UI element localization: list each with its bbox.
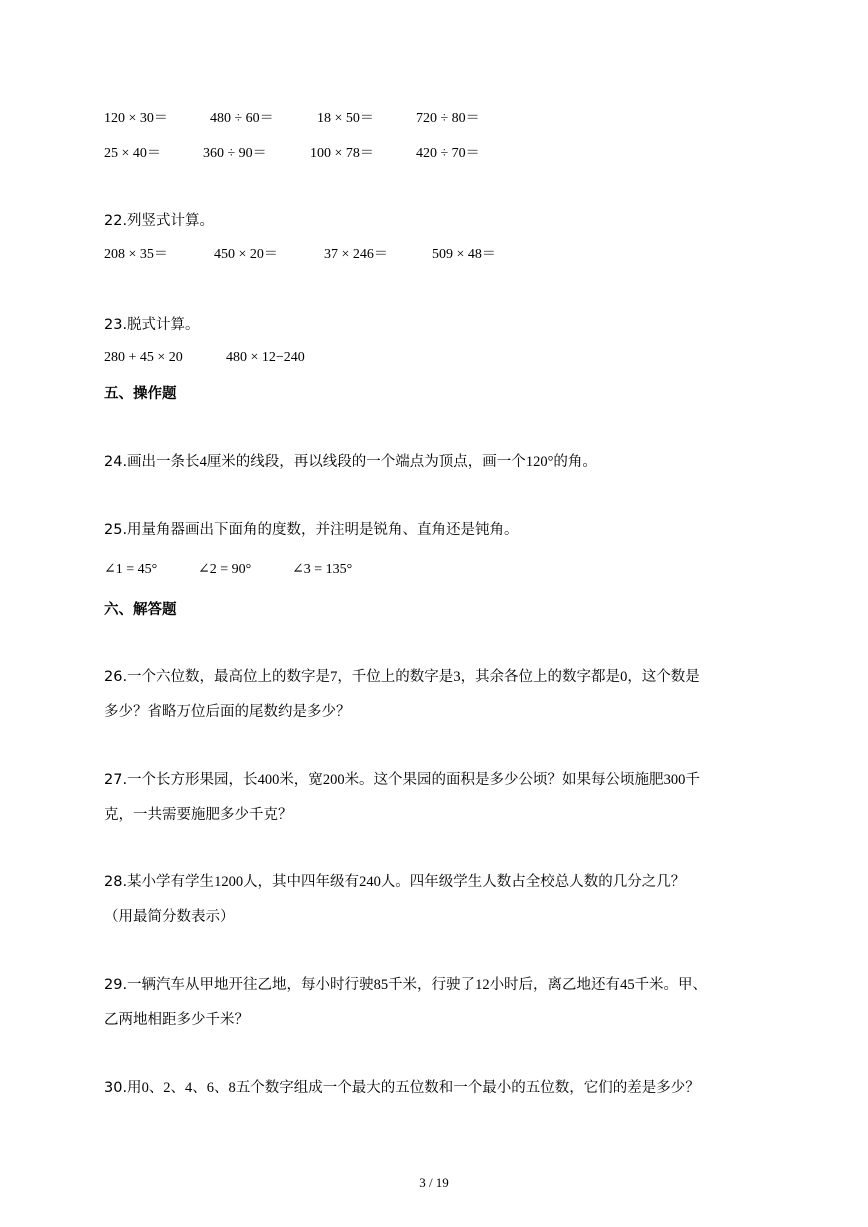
expression: 480 × 12−240	[226, 350, 305, 365]
question-22-title: 22.列竖式计算。	[104, 213, 215, 229]
expression: 25 × 40＝	[104, 146, 161, 161]
angle-label: ∠1 = 45°	[104, 562, 158, 577]
question-text: 米，宽	[279, 772, 323, 788]
expression: 450 × 20＝	[214, 247, 278, 262]
question-text: 的角。	[553, 454, 597, 470]
question-line	[104, 975, 707, 995]
expression: 720 ÷ 80＝	[416, 111, 480, 126]
question-text: 千米。甲、	[634, 977, 708, 993]
question-text: ，其余各位上的数字都是	[460, 669, 621, 685]
question-text: 28.某小学有学生	[104, 874, 215, 890]
question-text: 30.用	[104, 1080, 142, 1096]
number: 0、2、4、6、8	[141, 1080, 236, 1096]
question-text: 五个数字组成一个最大的五位数和一个最小的五位数，它们的差是多少？	[235, 1080, 700, 1096]
expression: 280 + 45 × 20	[104, 350, 183, 365]
expression: 208 × 35＝	[104, 247, 168, 262]
angle-value: 120°	[525, 454, 554, 470]
section-heading: 六、解答题	[104, 602, 177, 618]
number: 300	[663, 772, 686, 788]
question-line: （用最简分数表示）	[104, 909, 235, 925]
expression: 100 × 78＝	[310, 146, 374, 161]
number: 200	[322, 772, 345, 788]
number: 7	[330, 669, 338, 685]
question-25-title: 25.用量角器画出下面角的度数，并注明是锐角、直角还是钝角。	[104, 522, 519, 538]
question-text: 千米，行驶了	[388, 977, 476, 993]
question-text: 小时后，离乙地还有	[489, 977, 621, 993]
question-text: 米。这个果园的面积是多少公顷？如果每公顷施肥	[344, 772, 664, 788]
expression: 37 × 246＝	[324, 247, 388, 262]
question-text: 27.一个长方形果园，长	[104, 772, 258, 788]
expression: 120 × 30＝	[104, 111, 168, 126]
question-text: 29.一辆汽车从甲地开往乙地，每小时行驶	[104, 977, 374, 993]
question-23-title: 23.脱式计算。	[104, 317, 200, 333]
number: 4	[199, 454, 207, 470]
expression: 509 × 48＝	[432, 247, 496, 262]
question-text: ，这个数是	[627, 669, 700, 685]
number: 400	[257, 772, 280, 788]
number: 85	[373, 977, 389, 993]
expression: 420 ÷ 70＝	[416, 146, 480, 161]
question-text: 千	[685, 772, 700, 788]
question-text: 厘米的线段，再以线段的一个端点为顶点，画一个	[206, 454, 526, 470]
number: 0	[620, 669, 628, 685]
question-line: 乙两地相距多少千米？	[104, 1012, 249, 1028]
question-line: 克，一共需要施肥多少千克？	[104, 807, 293, 823]
question-30	[104, 1078, 700, 1098]
number: 3	[453, 669, 461, 685]
question-text: 26.一个六位数，最高位上的数字是	[104, 669, 331, 685]
angle-label: ∠3 = 135°	[292, 562, 353, 577]
expression: 360 ÷ 90＝	[203, 146, 267, 161]
question-line: 多少？省略万位后面的尾数约是多少？	[104, 704, 351, 720]
question-text: 人。四年级学生人数占全校总人数的几分之几？	[380, 874, 686, 890]
number: 1200	[214, 874, 244, 890]
question-line	[104, 770, 700, 790]
question-line	[104, 872, 685, 892]
question-text: 人，其中四年级有	[243, 874, 360, 890]
question-text: ，千位上的数字是	[337, 669, 454, 685]
expression: 18 × 50＝	[317, 111, 374, 126]
page-number: 3 / 19	[419, 1175, 449, 1190]
question-line	[104, 667, 700, 687]
number: 45	[620, 977, 635, 993]
section-heading: 五、操作题	[104, 386, 177, 402]
expression: 480 ÷ 60＝	[210, 111, 274, 126]
number: 240	[359, 874, 381, 890]
number: 12	[475, 977, 490, 993]
angle-label: ∠2 = 90°	[198, 562, 252, 577]
question-text: 24.画出一条长	[104, 454, 200, 470]
question-24	[104, 452, 597, 472]
